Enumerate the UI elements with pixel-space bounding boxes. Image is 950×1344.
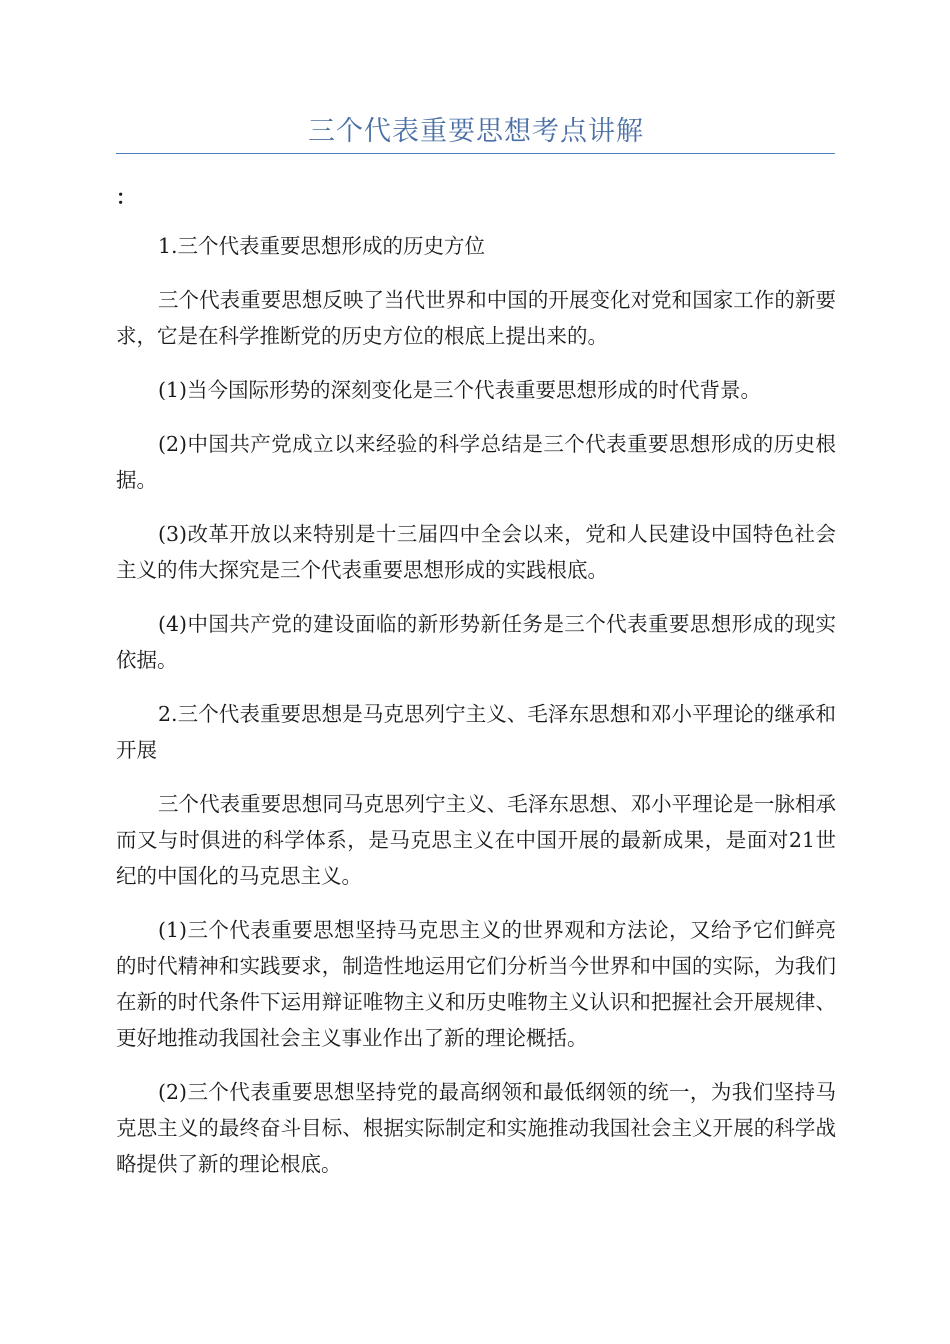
lead-colon: ： xyxy=(116,185,136,209)
list-item-1: (1)当今国际形势的深刻变化是三个代表重要思想形成的时代背景。 xyxy=(158,378,762,402)
list-item-1: (1)三个代表重要思想坚持马克思主义的世界观和方法论，又给予它们鲜亮的时代精神和实践要求，制造性地运用它们分析当今世界和中国的实际，为我们在新的时代条件下运用辩证唯物主义和历史唯物主义认识和把握社会开展规律、更好地推动我国社会主义事业作出了新的理论概括。 xyxy=(116,918,836,1050)
paragraph: 三个代表重要思想反映了当代世界和中国的开展变化对党和国家工作的新要求，它是在科学推断党的历史方位的根底上提出来的。 xyxy=(116,288,836,348)
list-item-4: (4)中国共产党的建设面临的新形势新任务是三个代表重要思想形成的现实依据。 xyxy=(116,612,836,672)
section-heading-2: 2.三个代表重要思想是马克思列宁主义、毛泽东思想和邓小平理论的继承和开展 xyxy=(116,702,836,762)
document-body xyxy=(116,228,836,1200)
document-title: 三个代表重要思想考点讲解 xyxy=(308,116,644,147)
list-item-2: (2)中国共产党成立以来经验的科学总结是三个代表重要思想形成的历史根据。 xyxy=(116,432,836,492)
list-item-3: (3)改革开放以来特别是十三届四中全会以来，党和人民建设中国特色社会主义的伟大探究是三个代表重要思想形成的实践根底。 xyxy=(116,522,836,582)
paragraph: 三个代表重要思想同马克思列宁主义、毛泽东思想、邓小平理论是一脉相承而又与时俱进的科学体系，是马克思主义在中国开展的最新成果，是面对21世纪的中国化的马克思主义。 xyxy=(116,792,836,888)
title-underline xyxy=(116,153,835,154)
list-item-2: (2)三个代表重要思想坚持党的最高纲领和最低纲领的统一，为我们坚持马克思主义的最终奋斗目标、根据实际制定和实施推动我国社会主义开展的科学战略提供了新的理论根底。 xyxy=(116,1080,836,1176)
section-heading-1: 1.三个代表重要思想形成的历史方位 xyxy=(158,234,486,258)
